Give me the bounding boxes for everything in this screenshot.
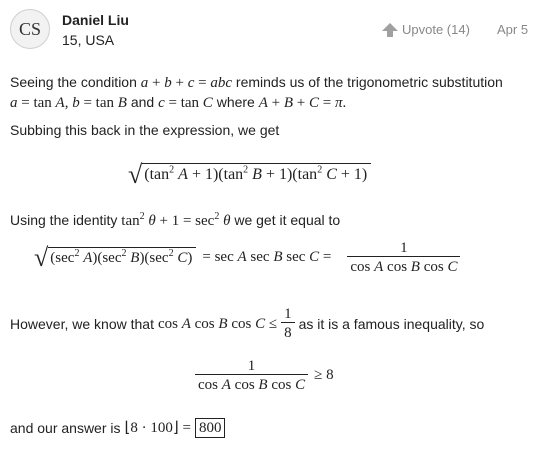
post-text-line-4: Using the identity $\tan^2 \theta + 1 = \sec^2 \theta$ we get it equal to: [10, 211, 341, 229]
equation-3: $\frac{1}{\text{cos A cos B cos C}}$ ≥ 8: [195, 358, 334, 393]
author-location: 15, USA: [62, 32, 115, 48]
post-text-line-2: a = tan A, b = tan B and c = tan C where A + B + C = π.: [10, 94, 347, 111]
avatar-initials: CS: [18, 18, 42, 39]
post-text-line-3: Subbing this back in the expression, we get: [10, 122, 280, 138]
post-date[interactable]: Apr 5: [497, 22, 529, 37]
answer-box: 800: [195, 418, 226, 438]
post-text-line-1: Seeing the condition a + b + c = abc reminds us of the trigonometric substitution: [10, 74, 503, 91]
equation-2: √ ($\sec^2$ $A)(\sec^2$ $B)(\sec^2$ C) = sec A sec B sec C = $\frac{1}{\text{cos A cos B cos C}}$: [34, 240, 460, 275]
post-text-line-6: and our answer is ⌊8 · 100⌋ = 800: [10, 418, 225, 438]
avatar[interactable]: [10, 9, 50, 49]
author-name[interactable]: Daniel Liu: [62, 12, 129, 28]
post-text-line-5: However, we know that cos A cos B cos C ≤ $\frac{1}{8}$ as it is a famous inequality, so: [10, 306, 485, 341]
upvote-button[interactable]: [382, 22, 470, 37]
upvote-arrow-icon: [382, 23, 398, 37]
equation-1: √ ($\tan^2$ $A + 1)(\tan^2$ $B + 1)(\tan^2$ C + 1): [128, 160, 371, 190]
upvote-label: Upvote (14): [402, 22, 470, 37]
